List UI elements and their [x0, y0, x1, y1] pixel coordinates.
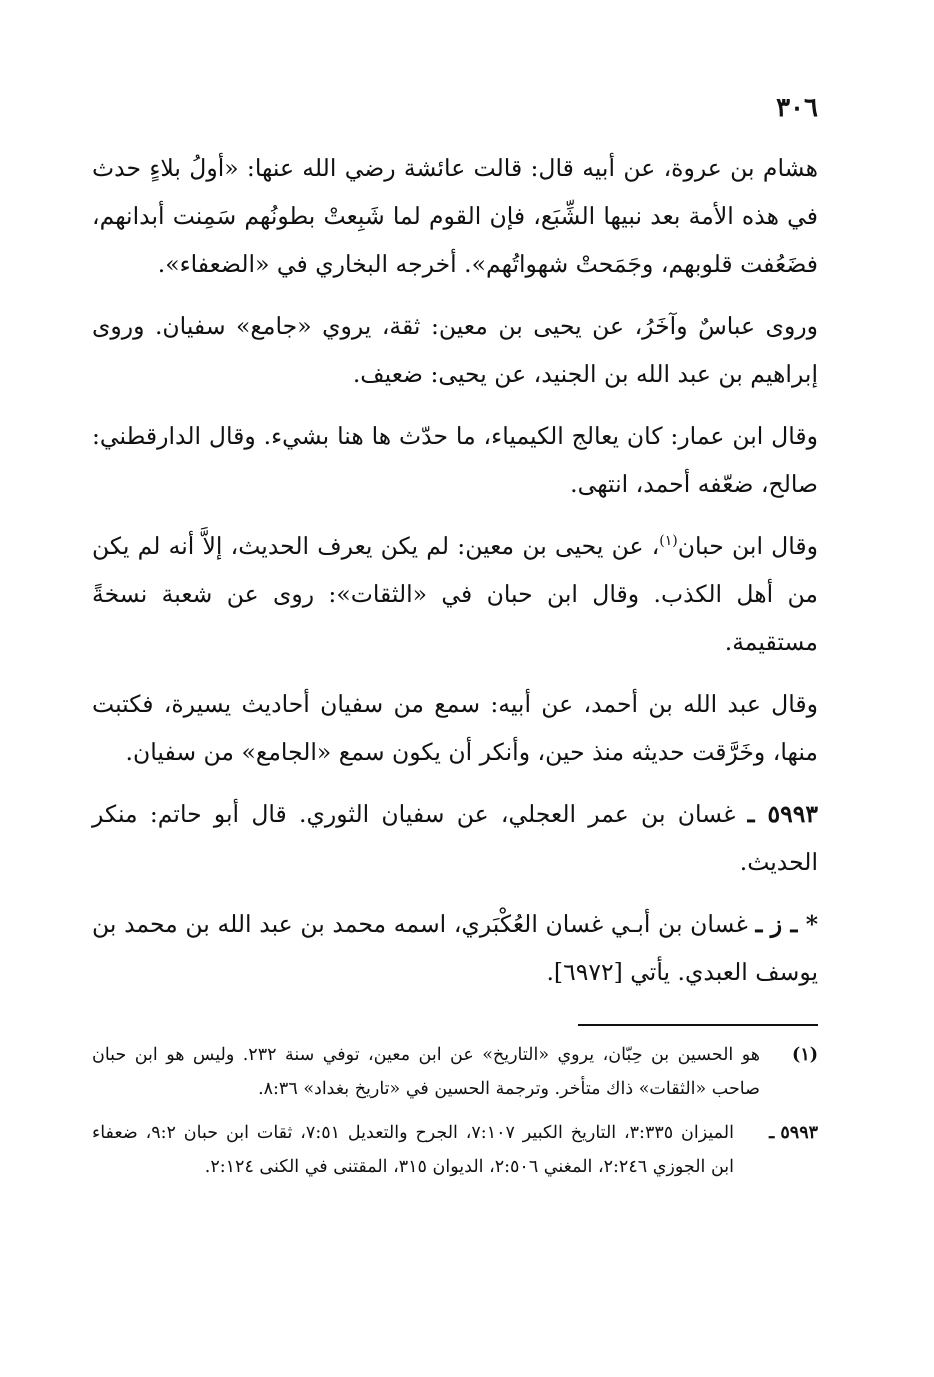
- entry-text: غسان بن عمر العجلي، عن سفيان الثوري. قال أبو حاتم: منكر الحديث.: [92, 800, 818, 877]
- footnote-text: هو الحسين بن حِبّان، يروي «التاريخ» عن ابن معين، توفي سنة ٢٣٢. وليس هو ابن حبان صاحب «الثقات» ذاك متأخر. وترجمة الحسين في «تاريخ بغداد» ٨:٣٦.: [92, 1045, 760, 1100]
- paragraph-ibn-hibban: [92, 522, 818, 666]
- page-number: ٣٠٦: [776, 93, 818, 123]
- paragraph-text-before: وقال ابن حبان: [677, 532, 818, 561]
- paragraph-text: هشام بن عروة، عن أبيه قال: قالت عائشة رضي الله عنها: «أولُ بلاءٍ حدث في هذه الأمة بعد نبيها الشِّبَع، فإن القوم لما شَبِعتْ بطونُهم سَمِنت أبدانهم، فضَعُفت قلوبهم، وجَمَحتْ شهواتُهم». أخرجه البخاري في «الضعفاء».: [92, 154, 818, 279]
- paragraph-ibn-ammar: [92, 412, 818, 508]
- entry-number: ٥٩٩٣ ـ: [747, 800, 818, 829]
- footnotes: [92, 1038, 818, 1184]
- paragraph-text: وقال عبد الله بن أحمد، عن أبيه: سمع من سفيان أحاديث يسيرة، فكتبت منها، وخَرَّقت حديثه منذ حين، وأنكر أن يكون سمع «الجامع» من سفيان.: [92, 690, 818, 767]
- entry-text: غسان بن أبـي غسان العُكْبَري، اسمه محمد بن عبد الله بن محمد بن يوسف العبدي. يأتي [٦٩٧٢].: [92, 910, 818, 987]
- footnote-text: الميزان ٣:٣٣٥، التاريخ الكبير ٧:١٠٧، الجرح والتعديل ٧:٥١، ثقات ابن حبان ٩:٢، ضعفاء ابن الجوزي ٢:٢٤٦، المغني ٢:٥٠٦، الديوان ٣١٥، المقتنى في الكنى ٢:١٢٤.: [92, 1123, 734, 1178]
- paragraph-abbas: [92, 302, 818, 398]
- paragraph-hisham: [92, 144, 818, 288]
- footnote-reference: (١): [659, 533, 678, 550]
- paragraph-abdullah: [92, 680, 818, 776]
- book-page: [92, 90, 818, 1194]
- footnote-1: [92, 1038, 818, 1106]
- footnote-marker: ٥٩٩٣ ـ: [769, 1123, 818, 1144]
- paragraph-text-after: ، عن يحيى بن معين: لم يكن يعرف الحديث، إلاَّ أنه لم يكن من أهل الكذب. وقال ابن حبان في «الثقات»: روى عن شعبة نسخةً مستقيمة.: [92, 532, 818, 657]
- entry-ghassan-ukbari: [92, 900, 818, 996]
- footnote-marker: (١): [792, 1045, 818, 1066]
- entry-5993: [92, 790, 818, 886]
- footnote-divider: [578, 1024, 818, 1026]
- paragraph-text: وروى عباسٌ وآخَرُ، عن يحيى بن معين: ثقة، يروي «جامع» سفيان. وروى إبراهيم بن عبد الله بن الجنيد، عن يحيى: ضعيف.: [92, 312, 818, 389]
- entry-marker: * ـ ز ـ: [755, 910, 818, 939]
- footnote-5993: [92, 1116, 818, 1184]
- paragraph-text: وقال ابن عمار: كان يعالج الكيمياء، ما حدّث ها هنا بشيء. وقال الدارقطني: صالح، ضعّفه أحمد، انتهى.: [92, 422, 818, 499]
